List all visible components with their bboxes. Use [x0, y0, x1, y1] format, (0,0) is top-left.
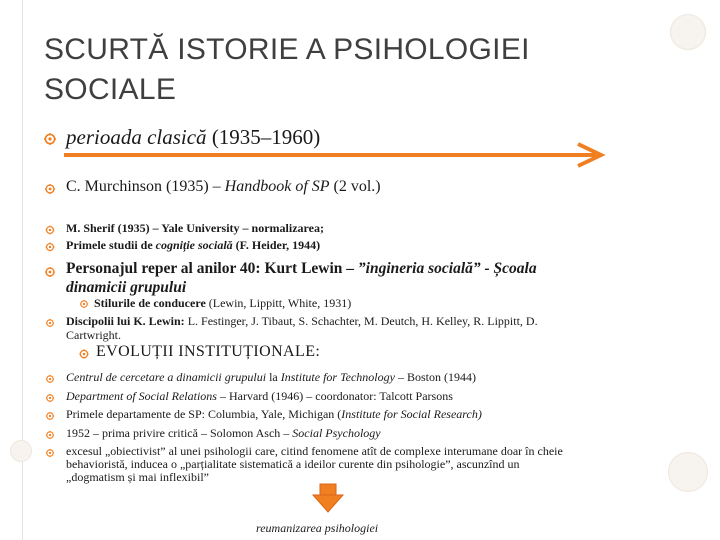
reumanizarea-text: reumanizarea psihologiei [256, 521, 379, 535]
decorative-circle-top [670, 14, 706, 50]
discipoli-line-2: Cartwright. [66, 328, 121, 342]
slide-title-line-2: SOCIALE [44, 73, 177, 106]
lewin-inginerie: ”ingineria socială” - Școala [357, 260, 537, 277]
excesul-line-2: behavioristă, inducea o „parțialitate sistematică a ideilor curente din psihologie”, ascunzînd un [66, 457, 520, 471]
department-details: – Harvard (1946) – coordonator: Talcott Parsons [216, 389, 453, 403]
asch-prefix: 1952 – prima privire critică – Solomon Asch – [66, 426, 293, 440]
discipoli-label: Discipolii lui K. Lewin: [66, 314, 185, 328]
primele-cognitie: cogniție socială [155, 238, 233, 252]
primele-studii-text [66, 238, 320, 253]
excesul-line-3: „dogmatism și mai inflexibil” [66, 470, 209, 484]
asch-text [66, 426, 381, 441]
murchinson-author: C. Murchinson (1935) – [66, 178, 225, 195]
department-name: Department of Social Relations [66, 389, 217, 403]
bullet-icon [79, 349, 89, 359]
bullet-icon [46, 375, 54, 383]
lewin-line-1 [66, 260, 537, 278]
primele-prefix: Primele studii de [66, 238, 156, 252]
bullet-icon [45, 267, 55, 277]
bullet-icon [80, 300, 88, 308]
centrul-name: Centrul de cercetare a dinamicii grupului [66, 370, 267, 384]
excesul-line-1: excesul „obiectivist” al unei psihologii care, citind fenomene atît de complexe interumane doar în cheie [66, 444, 563, 458]
centrul-la: la [266, 370, 281, 384]
murchinson-book: Handbook of SP [224, 178, 330, 195]
slide-title [44, 30, 664, 110]
departamente-list: Primele departamente de SP: Columbia, Yale, Michigan ( [66, 407, 342, 421]
discipoli-line-1 [66, 314, 538, 329]
bullet-icon [46, 394, 54, 402]
slide-title-line-1: SCURTĂ ISTORIE A PSIHOLOGIEI [44, 33, 530, 66]
bullet-icon [46, 319, 54, 327]
departamente-institute: Institute for Social Research) [341, 407, 482, 421]
department-text [66, 389, 453, 404]
centrul-institute: Institute for Technology [280, 370, 395, 384]
primele-departamente-text [66, 407, 482, 422]
murchinson-text [66, 178, 381, 196]
bullet-icon [44, 133, 56, 145]
bullet-icon [46, 243, 55, 252]
decorative-circle-bottom [668, 452, 708, 492]
murchinson-volumes: (2 vol.) [329, 178, 381, 195]
bullet-icon [46, 449, 54, 457]
stiluri-label: Stilurile de conducere [94, 296, 206, 310]
down-arrow-icon [312, 483, 344, 513]
stiluri-text [94, 296, 351, 311]
bullet-icon [46, 226, 55, 235]
decorative-circle-left [10, 440, 32, 462]
stiluri-authors: (Lewin, Lippitt, White, 1931) [205, 296, 352, 310]
centrul-text [66, 370, 476, 385]
timeline-arrow-icon [60, 142, 612, 168]
primele-heider: (F. Heider, 1944) [232, 238, 321, 252]
period-years: (1935–1960) [206, 125, 321, 149]
sherif-text: M. Sherif (1935) – Yale University – normalizarea; [66, 221, 324, 235]
asch-book: Social Psychology [292, 426, 381, 440]
lewin-prefix: Personajul reper al anilor 40: Kurt Lewin – [66, 260, 358, 277]
evolutii-heading: EVOLUȚII INSTITUȚIONALE: [96, 343, 321, 360]
bullet-icon [45, 184, 55, 194]
discipoli-names: L. Festinger, J. Tibaut, S. Schachter, M. Deutch, H. Kelley, R. Lippitt, D. [184, 314, 538, 328]
bullet-icon [46, 412, 54, 420]
period-label: perioada clasică [66, 125, 207, 149]
bullet-icon [46, 431, 54, 439]
lewin-line-2: dinamicii grupului [66, 279, 187, 296]
centrul-location: – Boston (1944) [394, 370, 476, 384]
